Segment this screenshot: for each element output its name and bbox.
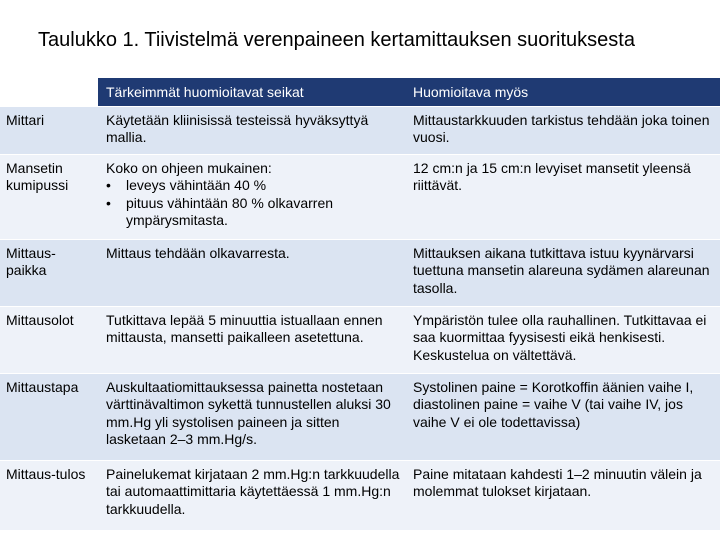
row-also: Mittauksen aikana tutkittava istuu kyynärvarsi tuettuna mansetin alareuna sydämen alareunan tasolla. <box>405 239 720 306</box>
row-main: Auskultaatiomittauksessa painetta nostetaan värttinävaltimon sykettä tunnustellen aluksi 30 mm.Hg yli systolisen paineen ja sitten lasketaan 2–3 mm.Hg/s. <box>98 373 405 460</box>
row-label: Mittaus-tulos <box>0 460 98 530</box>
row-label: Mittausolot <box>0 306 98 373</box>
table-row <box>0 373 720 460</box>
row-also: Paine mitataan kahdesti 1–2 minuutin välein ja molemmat tulokset kirjataan. <box>405 460 720 530</box>
row-also: Mittaustarkkuuden tarkistus tehdään joka toinen vuosi. <box>405 106 720 154</box>
row-main: Mittaus tehdään olkavarresta. <box>98 239 405 306</box>
table-row <box>0 106 720 154</box>
row-also: Ympäristön tulee olla rauhallinen. Tutkittavaa ei saa kuormittaa fyysisesti eikä henkisesti. Keskustelua on vältettävä. <box>405 306 720 373</box>
row-label: Mittari <box>0 106 98 154</box>
table-header-row <box>0 78 720 106</box>
bullet-list <box>106 177 401 230</box>
bullet-item: • leveys vähintään 40 % <box>106 177 401 195</box>
row-label: Mansetin kumipussi <box>0 154 98 239</box>
table-row <box>0 306 720 373</box>
row-also: Systolinen paine = Korotkoffin äänien vaihe I, diastolinen paine = vaihe V (tai vaihe IV, jos vaihe V ei ole todettavissa) <box>405 373 720 460</box>
row-also: 12 cm:n ja 15 cm:n levyiset mansetit yleensä riittävät. <box>405 154 720 239</box>
header-also-note: Huomioitava myös <box>405 78 720 106</box>
row-main-cell <box>98 154 405 239</box>
row-label: Mittaustapa <box>0 373 98 460</box>
row-main: Koko on ohjeen mukainen: <box>106 159 272 176</box>
row-main: Tutkittava lepää 5 minuuttia istuallaan ennen mittausta, mansetti paikalleen asetettuna. <box>98 306 405 373</box>
row-label: Mittaus-paikka <box>0 239 98 306</box>
table-row <box>0 154 720 239</box>
summary-table <box>0 78 720 530</box>
header-main-points: Tärkeimmät huomioitavat seikat <box>98 78 405 106</box>
bullet-item: • pituus vähintään 80 % olkavarren ympärysmitasta. <box>106 195 401 230</box>
row-main: Käytetään kliinisissä testeissä hyväksyttyä mallia. <box>98 106 405 154</box>
table-row <box>0 239 720 306</box>
page-title: Taulukko 1. Tiivistelmä verenpaineen kertamittauksen suorituksesta <box>38 29 635 51</box>
row-main: Painelukemat kirjataan 2 mm.Hg:n tarkkuudella tai automaattimittaria käytettäessä 1 mm.Hg:n tarkkuudella. <box>98 460 405 530</box>
header-empty-cell <box>0 78 98 106</box>
table-row <box>0 460 720 530</box>
